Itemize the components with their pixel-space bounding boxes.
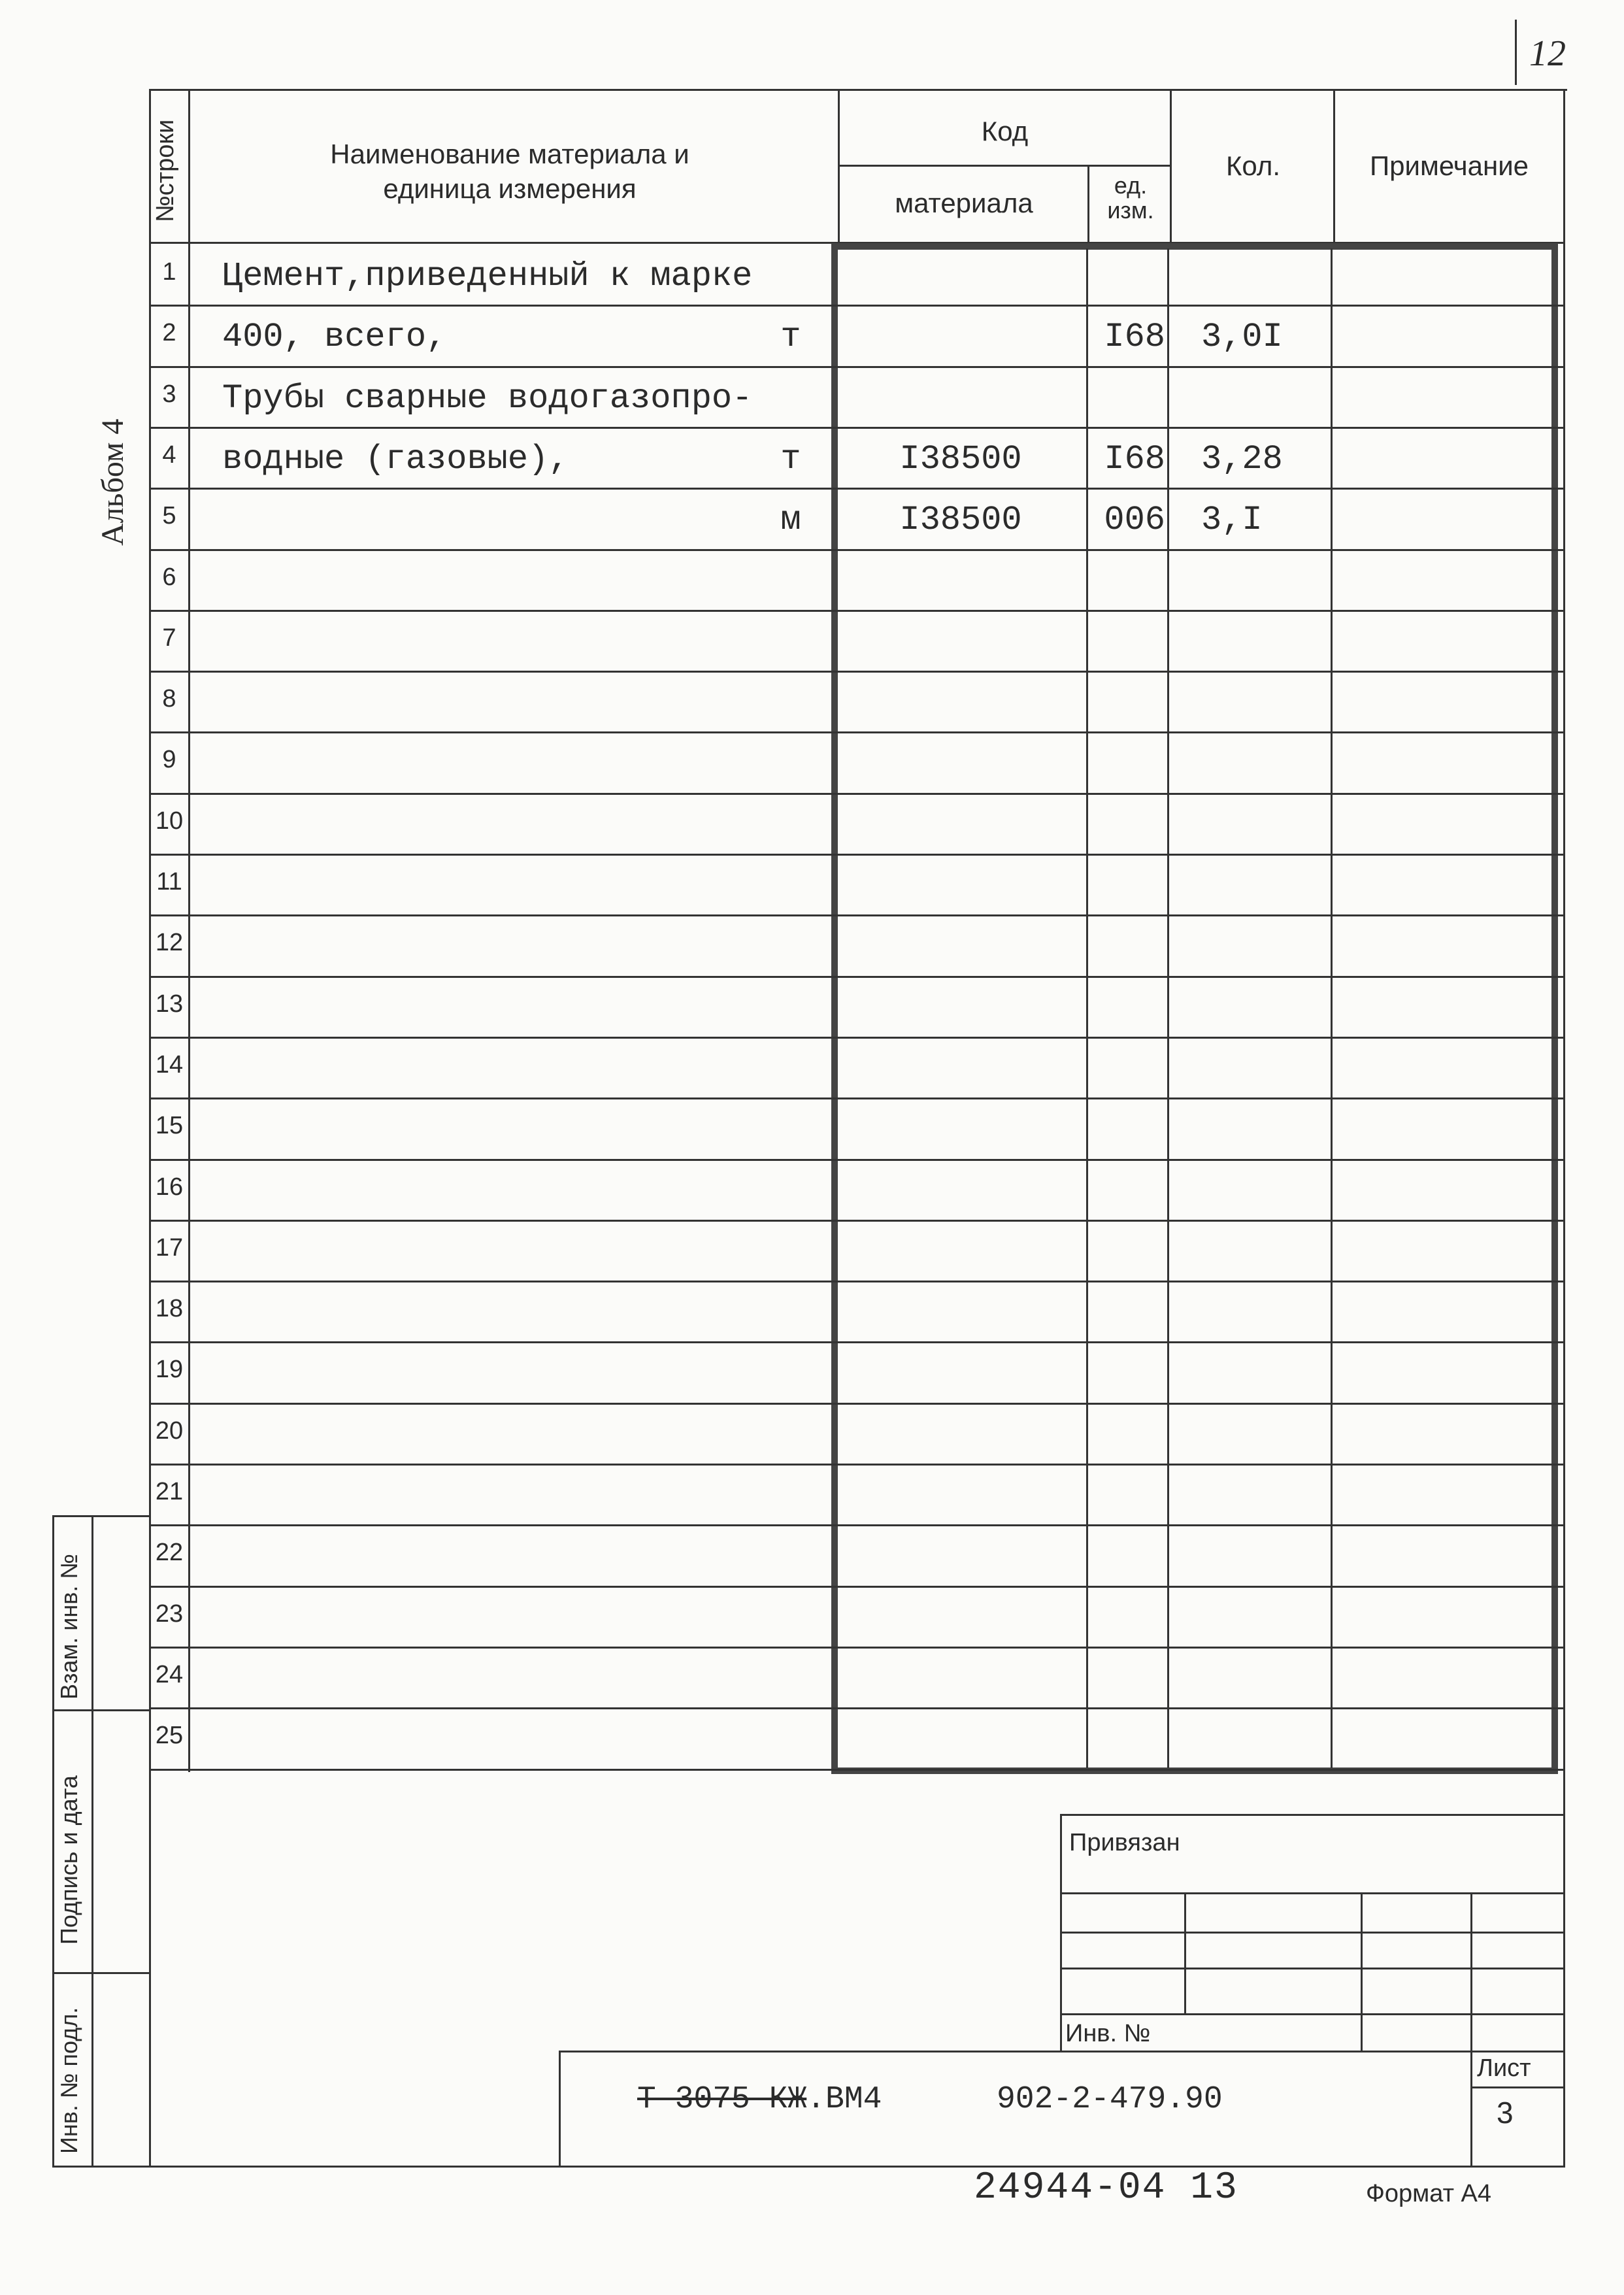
row-number: 12 [155,929,184,956]
row-line [149,1159,1563,1161]
row-line [149,1586,1563,1588]
stamp-vzam: Взам. инв. № [56,1553,82,1700]
row-number: 15 [155,1112,184,1139]
row-number: 2 [162,319,176,346]
row-name: Цемент,приведенный к марке [222,257,753,295]
album-label: Альбом 4 [95,418,130,546]
header-code: Код [981,116,1029,146]
header-code-material: материала [895,188,1033,218]
row-unit: т [780,318,801,356]
row-line [149,1403,1563,1405]
doc-code-suffix: .ВМ4 [806,2082,882,2117]
row-number: 23 [155,1600,184,1628]
doc-code [637,2082,882,2117]
row-qty: 3,I [1201,501,1263,539]
row-material-code: I38500 [899,501,1022,539]
row-line [149,1647,1563,1649]
row-unit: м [780,501,801,539]
row-line [149,914,1563,916]
row-name: водные (газовые), [222,440,569,478]
header-row-no: №строки [152,119,179,222]
row-line [149,1707,1563,1709]
row-line [149,1037,1563,1039]
row-line [149,305,1563,307]
row-number: 6 [162,563,176,591]
row-line [149,671,1563,673]
row-number: 24 [155,1661,184,1688]
stamp-inv-podl: Инв. № подл. [56,2007,82,2154]
row-line [149,549,1563,551]
header-code-unit: ед. изм. [1107,172,1154,224]
row-number: 19 [155,1356,184,1383]
row-unit-code: I68 [1104,440,1165,478]
row-line [149,976,1563,978]
row-number: 14 [155,1051,184,1079]
row-line [149,1464,1563,1466]
row-number: 25 [155,1722,184,1749]
row-line [149,488,1563,490]
row-line [149,366,1563,368]
row-line [149,1220,1563,1222]
row-name: Трубы сварные водогазопро- [222,379,753,418]
doc-code-struck: Т 3075 КЖ [637,2082,807,2117]
row-line [149,1097,1563,1099]
sheet-number: 3 [1497,2096,1514,2130]
row-number: 9 [162,746,176,773]
sheet-label: Лист [1477,2054,1531,2082]
row-number: 21 [155,1478,184,1505]
row-line [149,1341,1563,1343]
row-number: 3 [162,380,176,408]
row-number: 7 [162,624,176,652]
row-number: 16 [155,1173,184,1201]
row-number: 4 [162,441,176,469]
row-line [149,793,1563,795]
format-label: Формат А4 [1366,2180,1492,2207]
header-qty: Кол. [1225,150,1281,181]
row-line [149,854,1563,856]
archive-number: 24944-04 13 [974,2167,1238,2209]
row-material-code: I38500 [899,440,1022,478]
row-line [149,427,1563,429]
row-number: 11 [156,868,182,896]
stamp-podpis: Подпись и дата [56,1775,82,1945]
row-number: 13 [155,990,184,1018]
row-line [149,610,1563,612]
row-qty: 3,0I [1201,318,1283,356]
row-number: 8 [162,685,176,712]
row-line [149,1281,1563,1282]
row-name: 400, всего, [222,318,447,356]
privyazan-label: Привязан [1069,1829,1180,1856]
doc-number: 902-2-479.90 [997,2082,1223,2117]
row-line [149,1524,1563,1526]
row-number: 22 [155,1539,184,1566]
row-unit-code: I68 [1104,318,1165,356]
header-name: Наименование материала и единица измерения [330,139,689,204]
row-number: 20 [155,1417,184,1445]
row-number: 5 [162,502,176,529]
inv-no-label: Инв. № [1065,2020,1151,2047]
row-number: 1 [162,258,176,286]
row-line [149,731,1563,733]
row-number: 18 [155,1295,184,1322]
row-line [149,1769,1563,1771]
page-number: 12 [1529,33,1566,74]
row-number: 17 [155,1234,184,1262]
row-unit: т [780,440,801,478]
header-note: Примечание [1369,150,1529,181]
row-unit-code: 006 [1104,501,1165,539]
row-number: 10 [155,807,184,835]
row-qty: 3,28 [1201,440,1283,478]
